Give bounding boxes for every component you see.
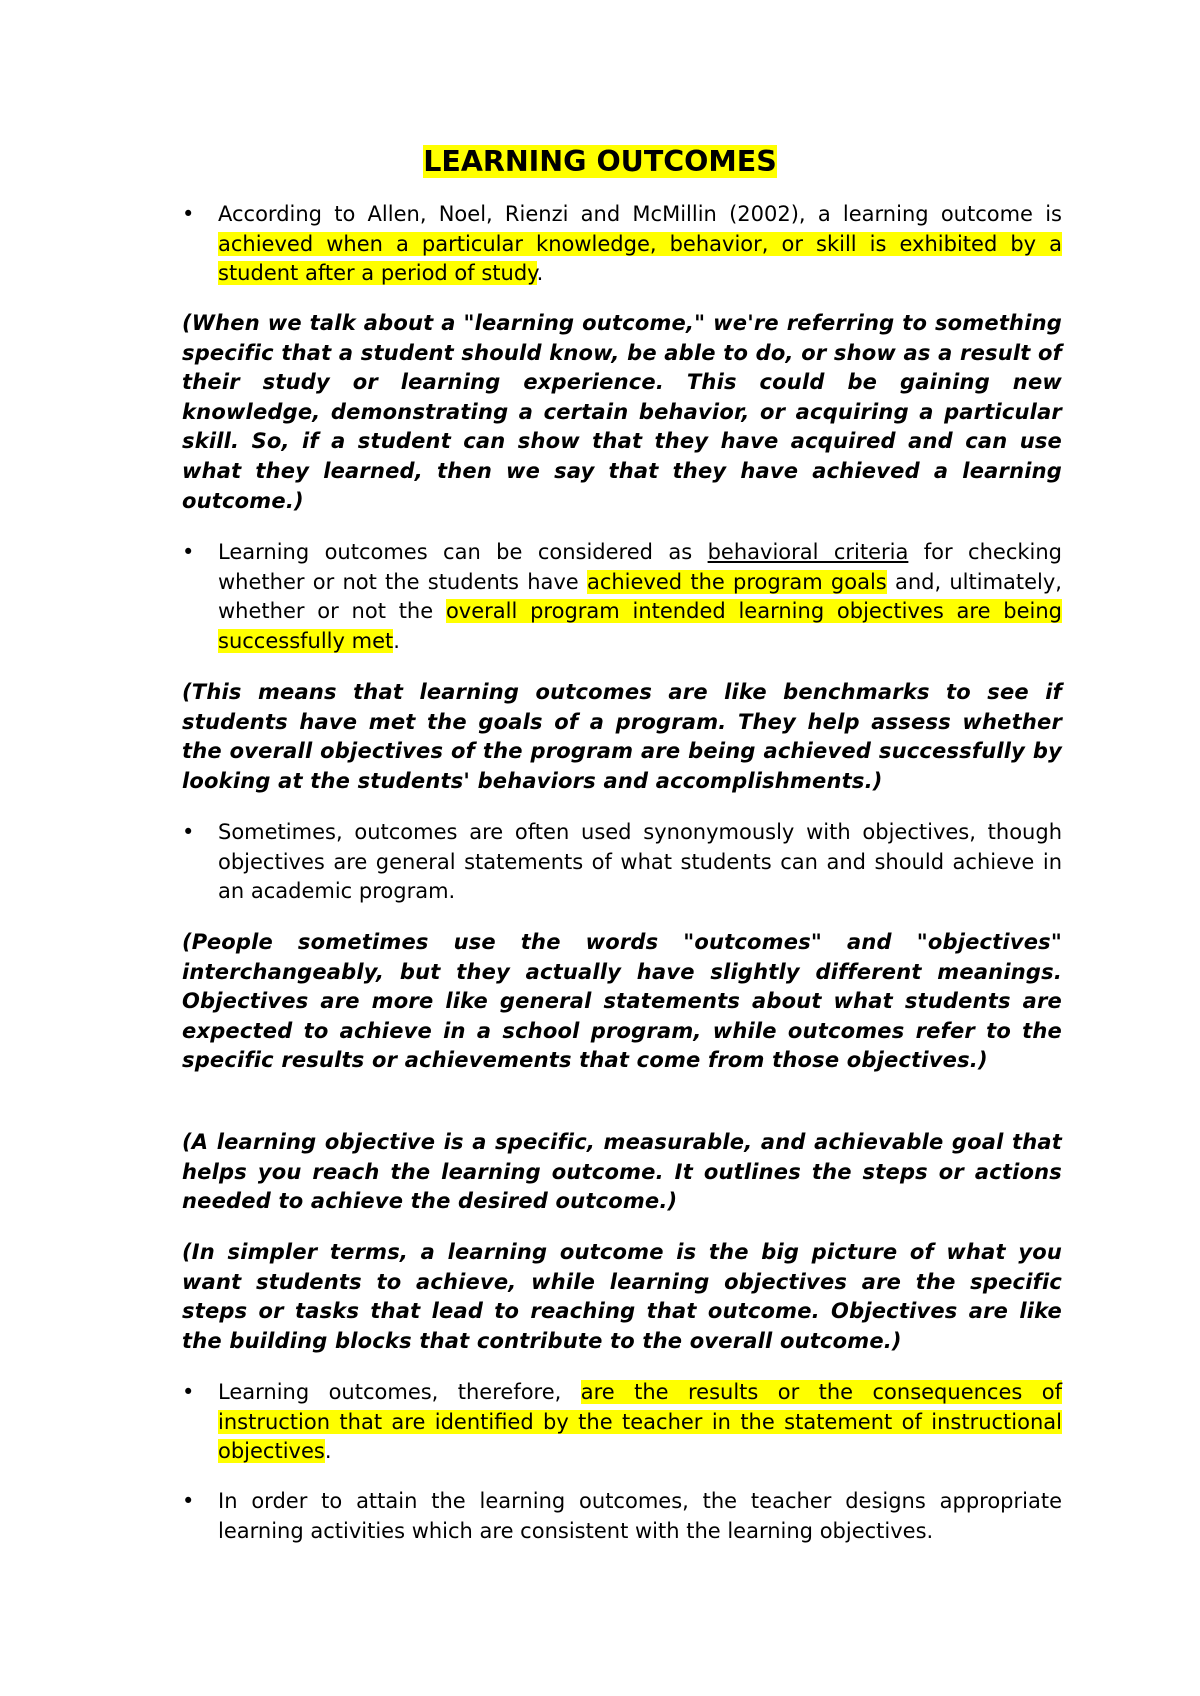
title-text: LEARNING OUTCOMES <box>423 145 777 178</box>
note-paragraph-3: (People sometimes use the words "outcomes" and "objectives" interchangeably, but they actually have slightly different meanings. Objectives are more like general statements about what students are expected to achieve in a school program, while outcomes refer to the specific results or achievements that come from those objectives.) <box>182 930 1062 1073</box>
bullet-4-highlight: are the results or the consequences of instruction that are identified by the teacher in the statement of instructional objectives <box>218 1380 1062 1464</box>
bullet-paragraph-4 <box>182 1378 1062 1467</box>
bullet-icon: • <box>182 540 195 564</box>
note-paragraph-1: (When we talk about a "learning outcome," we're referring to something specific that a student should know, be able to do, or show as a result of their study or learning experience. This could be gaining new knowledge, demonstrating a certain behavior, or acquiring a particular skill. So, if a student can show that they have acquired and can use what they learned, then we say that they have achieved a learning outcome.) <box>182 311 1062 513</box>
bullet-5-text: In order to attain the learning outcomes, the teacher designs appropriate learning activities which are consistent with the learning objectives. <box>218 1489 1062 1543</box>
bullet-3-text: Sometimes, outcomes are often used synonymously with objectives, though objectives are general statements of what students can and should achieve in an academic program. <box>218 820 1062 904</box>
note-paragraph-4: (A learning objective is a specific, measurable, and achievable goal that helps you reach the learning outcome. It outlines the steps or actions needed to achieve the desired outcome.) <box>182 1130 1062 1214</box>
bullet-icon: • <box>182 1380 195 1404</box>
bullet-1-highlight: achieved when a particular knowledge, behavior, or skill is exhibited by a student after a period of study <box>218 231 1062 286</box>
bullet-2-highlight-1: achieved the program goals <box>586 569 887 594</box>
bullet-2-text: Learning outcomes can be considered as <box>218 540 708 564</box>
bullet-paragraph-2 <box>182 538 1062 656</box>
bullet-4-end: . <box>324 1439 332 1464</box>
bullet-2-end: . <box>393 628 400 653</box>
bullet-2-mid-1: for checking whether or not the students have <box>218 540 1062 594</box>
document-title <box>0 142 1200 182</box>
bullet-4-text: Learning outcomes, therefore, <box>218 1380 581 1404</box>
bullet-paragraph-5 <box>182 1487 1062 1546</box>
bullet-icon: • <box>182 202 195 226</box>
bullet-icon: • <box>182 820 195 844</box>
bullet-1-text: According to Allen, Noel, Rienzi and McMillin (2002), a learning outcome is <box>218 202 1062 226</box>
bullet-1-end: . <box>536 261 544 286</box>
bullet-2-highlight-2: overall program intended learning objectives are being successfully met <box>218 599 1062 653</box>
bullet-2-underlined: behavioral criteria <box>707 540 909 564</box>
note-paragraph-2: (This means that learning outcomes are like benchmarks to see if students have met the goals of a program. They help assess whether the overall objectives of the program are being achieved successfully by looking at the students' behaviors and accomplishments.) <box>182 680 1062 793</box>
bullet-2-mid-2: and, ultimately, whether or not the <box>218 569 1062 624</box>
bullet-icon: • <box>182 1489 195 1513</box>
bullet-paragraph-1 <box>182 200 1062 289</box>
bullet-paragraph-3 <box>182 818 1062 907</box>
note-paragraph-5: (In simpler terms, a learning outcome is the big picture of what you want students to achieve, while learning objectives are the specific steps or tasks that lead to reaching that outcome. Objectives are like the building blocks that contribute to the overall outcome.) <box>182 1240 1062 1353</box>
